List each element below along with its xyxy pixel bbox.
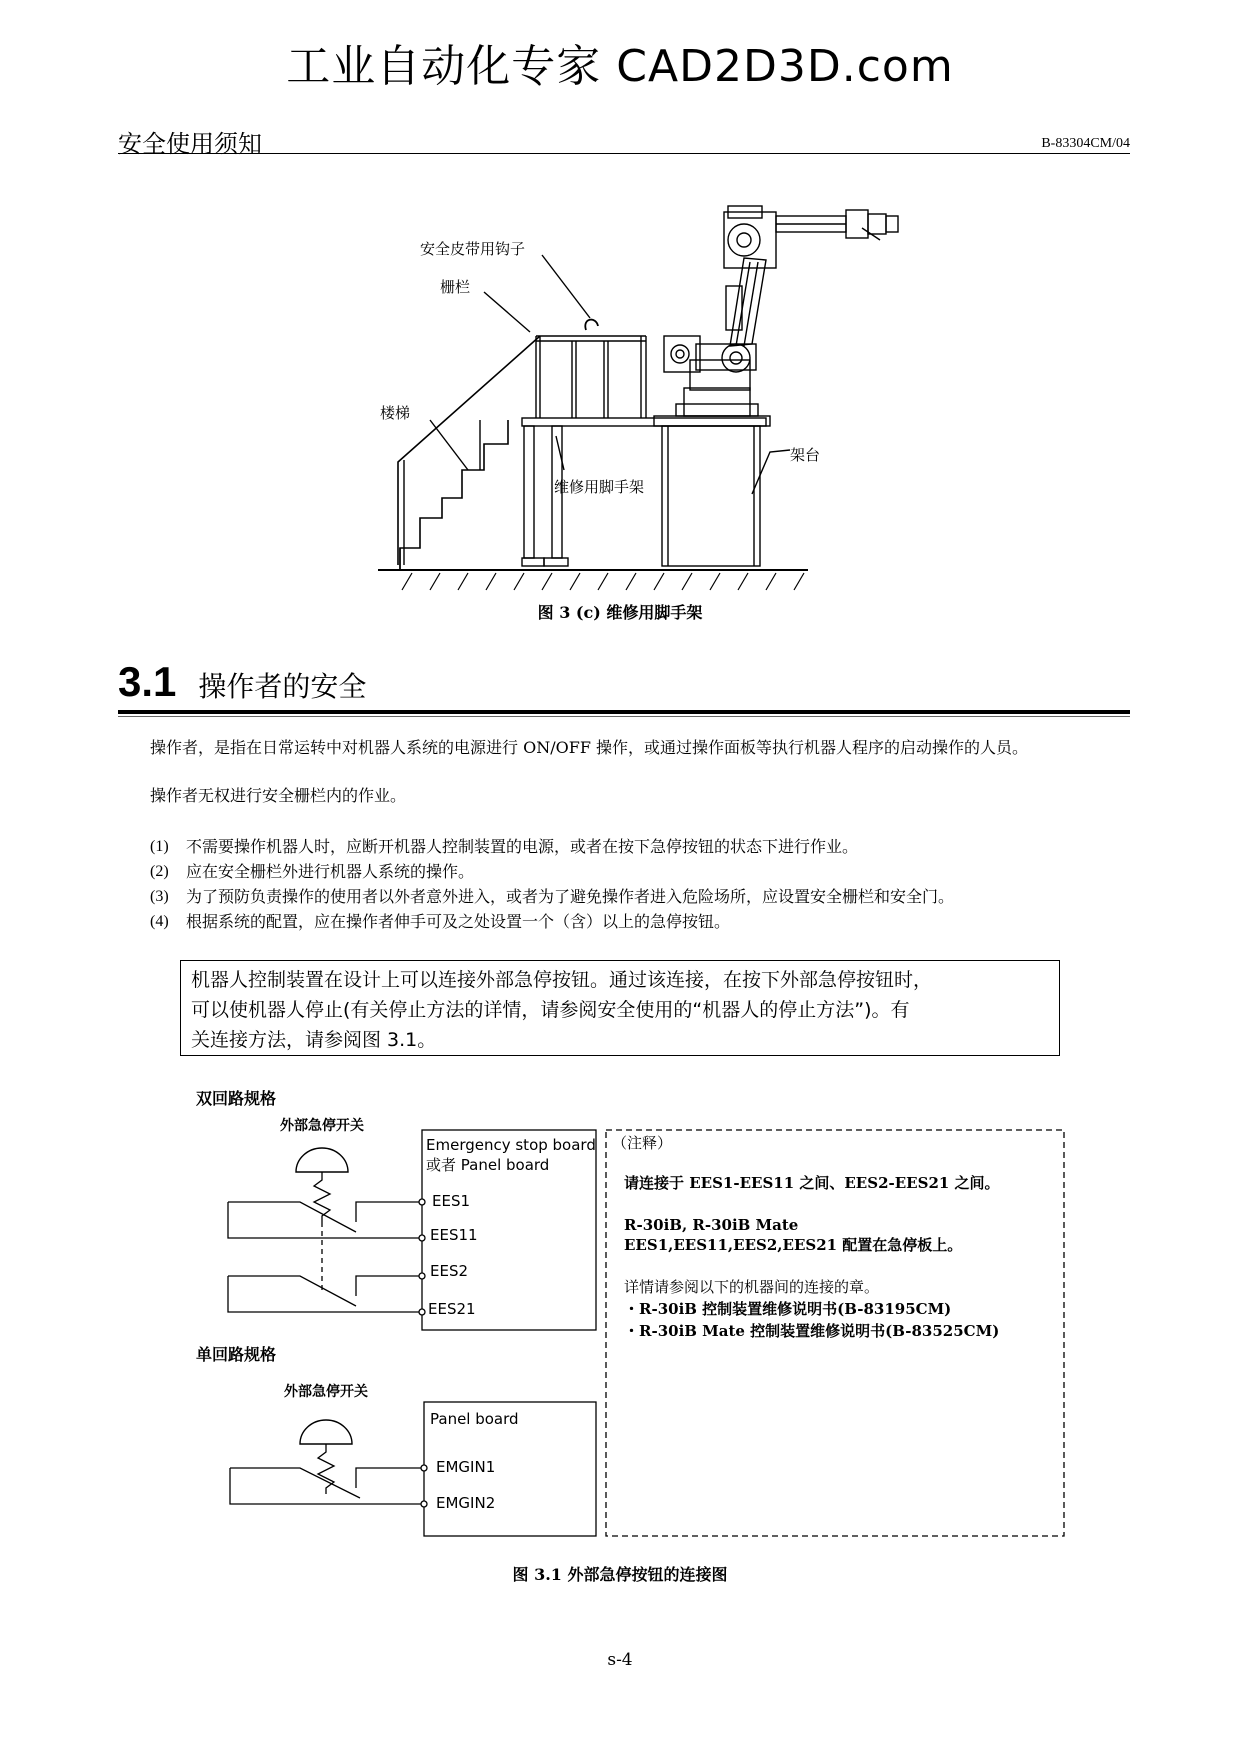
board-label-dual-1: Emergency stop board	[426, 1136, 596, 1154]
terminal-label: EMGIN2	[436, 1494, 496, 1512]
list-item: (3) 为了预防负责操作的使用者以外者意外进入，或者为了避免操作者进入危险场所，应设置安全栅栏和安全门。	[150, 887, 955, 906]
note-line-2: 可以使机器人停止(有关停止方法的详情，请参阅安全使用的“机器人的停止方法”)。有	[191, 999, 910, 1021]
section-rule-thin	[118, 716, 1130, 717]
note-box	[180, 960, 1060, 1056]
section-title: 操作者的安全	[198, 670, 367, 703]
figure-31-caption: 图 3.1 外部急停按钮的连接图	[512, 1565, 728, 1584]
page-number: s-4	[607, 1650, 633, 1670]
terminal-label: EES21	[428, 1300, 476, 1318]
notes-connect: 请连接于 EES1-EES11 之间、EES2-EES21 之间。	[624, 1174, 1000, 1192]
dual-circuit-title: 双回路规格	[196, 1089, 277, 1108]
notes-ref-2: ・R-30iB Mate 控制装置维修说明书(B-83525CM)	[624, 1322, 1000, 1340]
switch-label-dual: 外部急停开关	[280, 1118, 364, 1134]
notes-heading: （注释）	[612, 1134, 673, 1152]
terminal-label: EES1	[432, 1192, 471, 1210]
header-doc-number: B-83304CM/04	[1041, 136, 1130, 151]
safety-list	[150, 834, 1130, 934]
watermark-title: 工业自动化专家 CAD2D3D.com	[286, 41, 954, 92]
board-label-single: Panel board	[430, 1410, 519, 1428]
terminal-label: EES2	[430, 1262, 469, 1280]
scaffold-figure	[0, 0, 1240, 640]
list-item: (4) 根据系统的配置，应在操作者伸手可及之处设置一个（含）以上的急停按钮。	[150, 912, 731, 931]
section-heading	[118, 658, 366, 706]
notes-models: R-30iB, R-30iB Mate	[624, 1216, 799, 1234]
notes-ref-1: ・R-30iB 控制装置维修说明书(B-83195CM)	[624, 1300, 952, 1318]
header-section-name: 安全使用须知	[118, 130, 262, 158]
stand-label: 架台	[790, 446, 821, 464]
note-line-1: 机器人控制装置在设计上可以连接外部急停按钮。通过该连接，在按下外部急停按钮时，	[191, 969, 933, 991]
scaffold-label: 维修用脚手架	[554, 478, 645, 496]
section-number: 3.1	[118, 658, 177, 705]
list-item: (2) 应在安全栅栏外进行机器人系统的操作。	[150, 862, 475, 881]
stairs-label: 楼梯	[380, 404, 411, 422]
section-rule	[118, 710, 1130, 714]
list-item: (1) 不需要操作机器人时，应断开机器人控制装置的电源，或者在按下急停按钮的状态下进行作业。	[150, 837, 859, 856]
intro-paragraph-1: 操作者，是指在日常运转中对机器人系统的电源进行 ON/OFF 操作，或通过操作面板等执行机器人程序的启动操作的人员。	[150, 738, 1029, 757]
terminal-label: EES11	[430, 1226, 478, 1244]
intro-paragraph-2: 操作者无权进行安全栅栏内的作业。	[150, 786, 407, 805]
terminal-label: EMGIN1	[436, 1458, 496, 1476]
board-label-dual-2: 或者 Panel board	[426, 1156, 550, 1174]
fence-label: 栅栏	[440, 278, 471, 296]
hook-label: 安全皮带用钩子	[420, 240, 526, 258]
notes-see: 详情请参阅以下的机器间的连接的章。	[624, 1278, 880, 1296]
note-line-3: 关连接方法，请参阅图 3.1。	[191, 1029, 437, 1051]
switch-label-single: 外部急停开关	[284, 1384, 368, 1400]
figure-c-caption: 图 3 (c) 维修用脚手架	[537, 603, 703, 622]
estop-diagram	[0, 1070, 1240, 1590]
notes-placement: EES1,EES11,EES2,EES21 配置在急停板上。	[624, 1236, 963, 1254]
single-circuit-title: 单回路规格	[196, 1345, 277, 1364]
